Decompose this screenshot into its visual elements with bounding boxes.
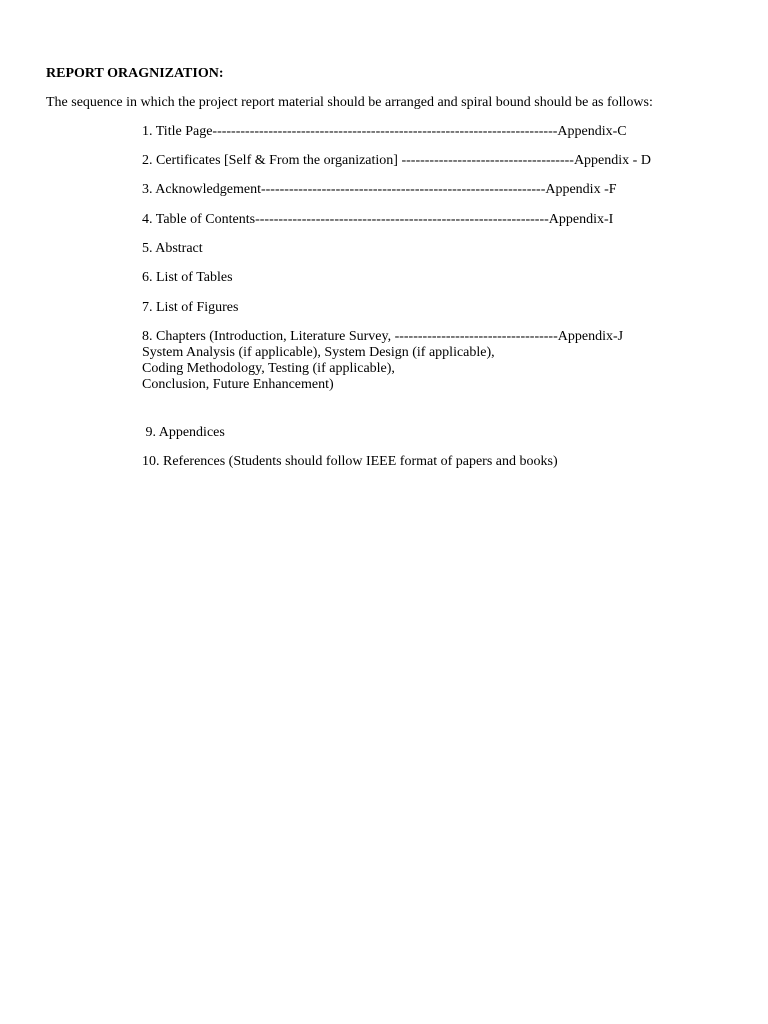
list-item-certificates: 2. Certificates [Self & From the organization] -------------------------------------Appendix - D: [142, 153, 651, 168]
list-item-chapters: [142, 329, 623, 393]
list-item-references: 10. References (Students should follow IEEE format of papers and books): [142, 454, 558, 469]
chapters-line-3: Coding Methodology, Testing (if applicable),: [142, 361, 395, 376]
chapters-line-2: System Analysis (if applicable), System Design (if applicable),: [142, 345, 495, 360]
chapters-line-4: Conclusion, Future Enhancement): [142, 377, 334, 392]
list-item-list-of-figures: 7. List of Figures: [142, 300, 239, 315]
list-item-list-of-tables: 6. List of Tables: [142, 270, 233, 285]
list-item-title-page: 1. Title Page--------------------------------------------------------------------------Appendix-C: [142, 124, 627, 139]
list-item-abstract: 5. Abstract: [142, 241, 203, 256]
intro-paragraph: The sequence in which the project report material should be arranged and spiral bound should be as follows:: [46, 95, 653, 110]
list-item-table-of-contents: 4. Table of Contents---------------------------------------------------------------Appendix-I: [142, 212, 614, 227]
report-heading: REPORT ORAGNIZATION:: [46, 66, 224, 81]
list-item-acknowledgement: 3. Acknowledgement-------------------------------------------------------------Appendix -F: [142, 182, 617, 197]
list-item-appendices: 9. Appendices: [142, 425, 225, 440]
chapters-line-1: 8. Chapters (Introduction, Literature Survey, -----------------------------------Appendix-J: [142, 329, 624, 344]
